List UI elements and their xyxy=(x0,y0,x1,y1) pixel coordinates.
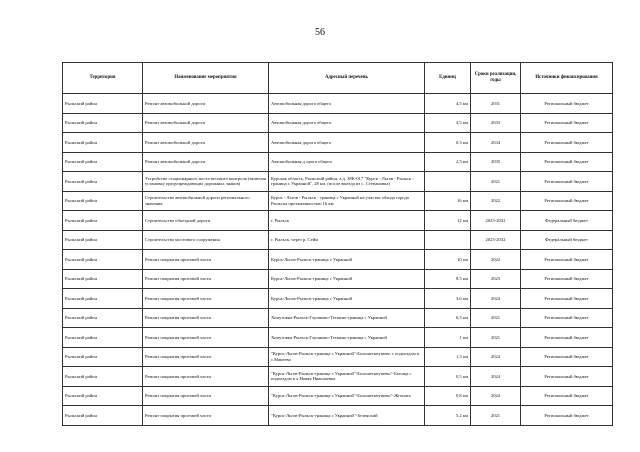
cell-source: Региональный бюджет xyxy=(521,386,613,406)
cell-source: Региональный бюджет xyxy=(521,328,613,348)
cell-unit xyxy=(425,172,471,192)
header-address: Адресный перечень xyxy=(269,63,425,94)
table-header-row xyxy=(63,63,613,94)
table-row xyxy=(63,191,613,211)
table-row xyxy=(63,269,613,289)
cell-territory: Рыльский район xyxy=(63,113,143,133)
cell-address: Автомобильная дорога общего xyxy=(269,113,425,133)
cell-measure: Ремонт покрытия проезжей части xyxy=(143,347,269,367)
cell-unit: 4,5 км xyxy=(425,94,471,114)
cell-years: 2031 xyxy=(471,94,521,114)
table-row xyxy=(63,94,613,114)
cell-measure: Ремонт автомобильной дороги xyxy=(143,113,269,133)
table-row xyxy=(63,152,613,172)
cell-territory: Рыльский район xyxy=(63,308,143,328)
cell-address: Курск-Льгов-Рыльск-граница с Украиной xyxy=(269,250,425,270)
cell-territory: Рыльский район xyxy=(63,172,143,192)
cell-measure: Ремонт покрытия проезжей части xyxy=(143,289,269,309)
cell-years: 2022 xyxy=(471,191,521,211)
cell-address: Хомутовка-Рыльск-Глушково-Теткино-граница с Украиной xyxy=(269,328,425,348)
cell-territory: Рыльский район xyxy=(63,94,143,114)
cell-years: 2021 xyxy=(471,308,521,328)
cell-territory: Рыльский район xyxy=(63,406,143,426)
cell-unit: 0,8 км xyxy=(425,386,471,406)
cell-unit xyxy=(425,230,471,250)
cell-measure: Строительство мостового сооружения xyxy=(143,230,269,250)
cell-territory: Рыльский район xyxy=(63,269,143,289)
cell-unit: 2,5 км xyxy=(425,152,471,172)
cell-source: Региональный бюджет xyxy=(521,347,613,367)
table-row xyxy=(63,172,613,192)
cell-territory: Рыльский район xyxy=(63,289,143,309)
cell-territory: Рыльский район xyxy=(63,328,143,348)
cell-unit: 8,5 км xyxy=(425,269,471,289)
table-row xyxy=(63,230,613,250)
cell-source: Региональный бюджет xyxy=(521,172,613,192)
cell-territory: Рыльский район xyxy=(63,211,143,231)
table-row xyxy=(63,406,613,426)
cell-unit: 5,2 км xyxy=(425,406,471,426)
table-row xyxy=(63,113,613,133)
cell-source: Региональный бюджет xyxy=(521,308,613,328)
cell-source: Региональный бюджет xyxy=(521,406,613,426)
cell-unit: 0,5 км xyxy=(425,367,471,387)
cell-measure: Ремонт покрытия проезжей части xyxy=(143,308,269,328)
cell-unit: 6,5 км xyxy=(425,308,471,328)
cell-years: 2024 xyxy=(471,289,521,309)
cell-measure: Ремонт покрытия проезжей части xyxy=(143,328,269,348)
cell-unit: 12 км xyxy=(425,211,471,231)
measures-table xyxy=(62,62,613,426)
cell-unit: 16 км xyxy=(425,191,471,211)
cell-measure: Ремонт покрытия проезжей части xyxy=(143,250,269,270)
cell-territory: Рыльский район xyxy=(63,152,143,172)
cell-source: Федеральный бюджет xyxy=(521,230,613,250)
table-row xyxy=(63,289,613,309)
cell-address: Курск - Льгов - Рыльск - граница с Украиной на участке обхода города Рыльска протяженностью 16 км xyxy=(269,191,425,211)
cell-source: Региональный бюджет xyxy=(521,191,613,211)
table-row xyxy=(63,328,613,348)
cell-address: "Курск-Льгов-Рыльск-граница с Украиной"-Большегнеушево"-Бегоща с подъездом к х.Новая Николаевка xyxy=(269,367,425,387)
cell-measure: Строительство объездной дороги xyxy=(143,211,269,231)
cell-years: 2034 xyxy=(471,133,521,153)
header-years: Сроки реализации, годы xyxy=(471,63,521,94)
cell-address: Курск-Льгов-Рыльск-граница с Украиной xyxy=(269,289,425,309)
page-number: 56 xyxy=(315,27,325,38)
cell-measure: Ремонт покрытия проезжей части xyxy=(143,269,269,289)
cell-years: 2022 xyxy=(471,250,521,270)
cell-measure: Устройство стационарного поста весового контроля (включая установку предупреждающих дорожных знаков) xyxy=(143,172,269,192)
table-row xyxy=(63,133,613,153)
cell-unit: 10 км xyxy=(425,250,471,270)
cell-address: "Курск-Льгов-Рыльск-граница с Украиной"-Зеленский xyxy=(269,406,425,426)
cell-years: 2024 xyxy=(471,367,521,387)
cell-unit: 1 км xyxy=(425,328,471,348)
cell-source: Региональный бюджет xyxy=(521,250,613,270)
cell-years: 2035 xyxy=(471,152,521,172)
table-row xyxy=(63,211,613,231)
cell-source: Региональный бюджет xyxy=(521,289,613,309)
table-row xyxy=(63,347,613,367)
table-row xyxy=(63,386,613,406)
cell-unit: 4,5 км xyxy=(425,113,471,133)
cell-source: Региональный бюджет xyxy=(521,367,613,387)
cell-measure: Ремонт покрытия проезжей части xyxy=(143,367,269,387)
table-row xyxy=(63,308,613,328)
cell-address: Автомобильная д орога общего xyxy=(269,152,425,172)
cell-years: 2023 xyxy=(471,269,521,289)
cell-unit: 0,3 км xyxy=(425,133,471,153)
cell-source: Региональный бюджет xyxy=(521,94,613,114)
cell-years: 2024 xyxy=(471,347,521,367)
cell-years: 2024 xyxy=(471,386,521,406)
header-source: Источники финансирования xyxy=(521,63,613,94)
header-measure: Наименование мероприятия xyxy=(143,63,269,94)
table-row xyxy=(63,250,613,270)
cell-territory: Рыльский район xyxy=(63,230,143,250)
cell-source: Региональный бюджет xyxy=(521,133,613,153)
cell-address: Автомобильная дорога общего xyxy=(269,133,425,153)
cell-measure: Ремонт покрытия проезжей части xyxy=(143,386,269,406)
cell-territory: Рыльский район xyxy=(63,367,143,387)
cell-address: "Курск-Льгов-Рыльск-граница с Украиной"-Большегнеушево"-Жгонать xyxy=(269,386,425,406)
cell-unit: 1,3 км xyxy=(425,347,471,367)
cell-address: Курская область, Рыльский район, а.д. 38К-017 "Курск - Льгов - Рыльск - граница с Украиной", 28 км. (после выезда из с. Степановка) xyxy=(269,172,425,192)
cell-years: 2025-2032 xyxy=(471,230,521,250)
cell-source: Региональный бюджет xyxy=(521,113,613,133)
cell-unit: 3,6 км xyxy=(425,289,471,309)
header-unit: Единиц xyxy=(425,63,471,94)
cell-territory: Рыльский район xyxy=(63,347,143,367)
cell-measure: Ремонт автомобильной дороги xyxy=(143,152,269,172)
cell-measure: Ремонт автомобильной дороги xyxy=(143,94,269,114)
cell-measure: Ремонт покрытия проезжей части xyxy=(143,406,269,426)
table-row xyxy=(63,367,613,387)
cell-years: 2033 xyxy=(471,113,521,133)
cell-address: Автомобильная дорога общего xyxy=(269,94,425,114)
cell-address: г. Рыльск, через р. Сейм xyxy=(269,230,425,250)
cell-years: 2021 xyxy=(471,172,521,192)
cell-source: Региональный бюджет xyxy=(521,269,613,289)
cell-address: Хомутовка-Рыльск-Глушково-Теткино-граница с Украиной xyxy=(269,308,425,328)
cell-measure: Ремонт автомобильной дороги xyxy=(143,133,269,153)
cell-address: "Курск-Льгов-Рыльск-граница с Украиной"-Большегнеушево с подъездом к с.Макеево xyxy=(269,347,425,367)
cell-years: 2021 xyxy=(471,406,521,426)
cell-source: Региональный бюджет xyxy=(521,152,613,172)
cell-territory: Рыльский район xyxy=(63,250,143,270)
cell-territory: Рыльский район xyxy=(63,386,143,406)
cell-territory: Рыльский район xyxy=(63,191,143,211)
header-territory: Территория xyxy=(63,63,143,94)
cell-address: Курск-Льгов-Рыльск-граница с Украиной xyxy=(269,269,425,289)
cell-measure: Строительство автомобильной дороги регионального значения xyxy=(143,191,269,211)
cell-years: 2025-2032 xyxy=(471,211,521,231)
cell-address: г. Рыльск xyxy=(269,211,425,231)
cell-source: Федеральный бюджет xyxy=(521,211,613,231)
cell-years: 2021 xyxy=(471,328,521,348)
cell-territory: Рыльский район xyxy=(63,133,143,153)
